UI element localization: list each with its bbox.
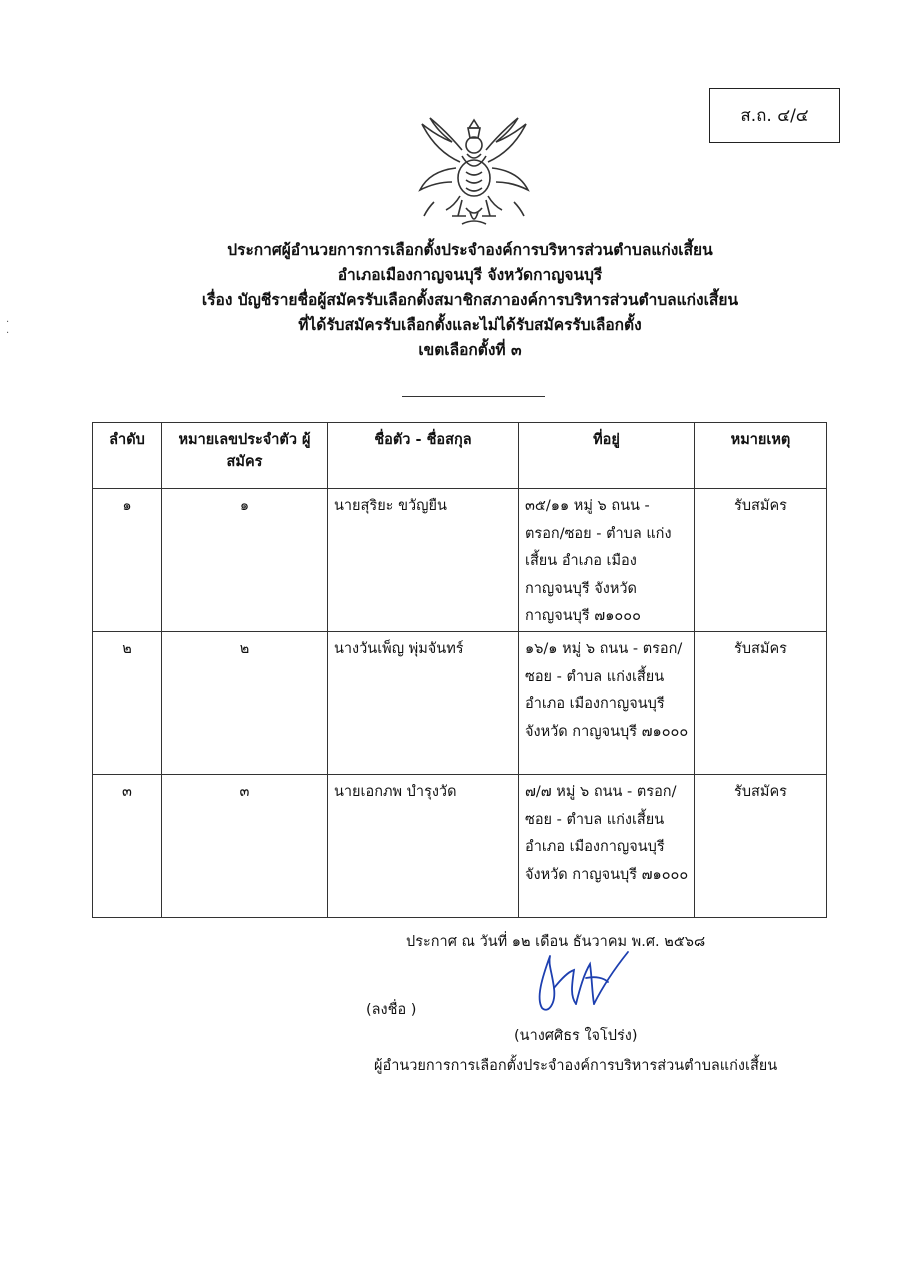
header-order: ลำดับ [93, 423, 162, 489]
cell-name: นายเอกภพ บำรุงวัด [328, 775, 519, 918]
header-address: ที่อยู่ [519, 423, 695, 489]
handwritten-signature [528, 948, 638, 1018]
sign-label: (ลงชื่อ ) [366, 1002, 417, 1018]
header-line-2: อำเภอเมืองกาญจนบุรี จังหวัดกาญจนบุรี [337, 266, 603, 284]
cell-note: รับสมัคร [695, 489, 827, 632]
header-line-5: เขตเลือกตั้งที่ ๓ [418, 341, 522, 359]
candidate-table [92, 422, 827, 918]
cell-address: ๓๕/๑๑ หมู่ ๖ ถนน - ตรอก/ซอย - ตำบล แก่งเสี้ยน อำเภอ เมืองกาญจนบุรี จังหวัด กาญจนบุรี ๗๑๐๐๐ [519, 489, 695, 632]
cell-order: ๒ [93, 632, 162, 775]
header-name: ชื่อตัว - ชื่อสกุล [328, 423, 519, 489]
header-divider [402, 396, 545, 397]
table-header-row [93, 423, 827, 489]
header-candidate-number: หมายเลขประจำตัว ผู้สมัคร [162, 423, 328, 489]
announcement-date: ประกาศ ณ วันที่ ๑๒ เดือน ธันวาคม พ.ศ. ๒๕๖๘ [406, 934, 706, 950]
header-line-3: เรื่อง บัญชีรายชื่อผู้สมัครรับเลือกตั้งสมาชิกสภาองค์การบริหารส่วนตำบลแก่งเสี้ยน [201, 291, 739, 309]
cell-address: ๑๖/๑ หมู่ ๖ ถนน - ตรอก/ซอย - ตำบล แก่งเสี้ยน อำเภอ เมืองกาญจนบุรี จังหวัด กาญจนบุรี ๗๑๐๐๐ [519, 632, 695, 775]
table-row [93, 775, 827, 918]
cell-note: รับสมัคร [695, 775, 827, 918]
form-code: ส.ถ. ๔/๔ [740, 106, 809, 126]
cell-number: ๓ [162, 775, 328, 918]
table-row [93, 489, 827, 632]
header-note: หมายเหตุ [695, 423, 827, 489]
signer-title: ผู้อำนวยการการเลือกตั้งประจำองค์การบริหารส่วนตำบลแก่งเสี้ยน [374, 1058, 778, 1074]
scan-speck: · · [6, 317, 10, 339]
signer-name: (นางศศิธร ใจโปร่ง) [514, 1028, 638, 1044]
table-row [93, 632, 827, 775]
cell-number: ๑ [162, 489, 328, 632]
cell-name: นางวันเพ็ญ พุ่มจันทร์ [328, 632, 519, 775]
cell-name: นายสุริยะ ขวัญยืน [328, 489, 519, 632]
cell-note: รับสมัคร [695, 632, 827, 775]
form-code-box [709, 88, 840, 143]
header-line-4: ที่ได้รับสมัครรับเลือกตั้งและไม่ได้รับสมัครรับเลือกตั้ง [298, 316, 642, 334]
cell-address: ๗/๗ หมู่ ๖ ถนน - ตรอก/ซอย - ตำบล แก่งเสี้ยน อำเภอ เมืองกาญจนบุรี จังหวัด กาญจนบุรี ๗๑๐๐๐ [519, 775, 695, 918]
cell-order: ๑ [93, 489, 162, 632]
announcement-header [120, 238, 820, 363]
header-line-1: ประกาศผู้อำนวยการการเลือกตั้งประจำองค์การบริหารส่วนตำบลแก่งเสี้ยน [227, 241, 713, 259]
cell-number: ๒ [162, 632, 328, 775]
cell-order: ๓ [93, 775, 162, 918]
garuda-emblem-icon [412, 112, 536, 232]
